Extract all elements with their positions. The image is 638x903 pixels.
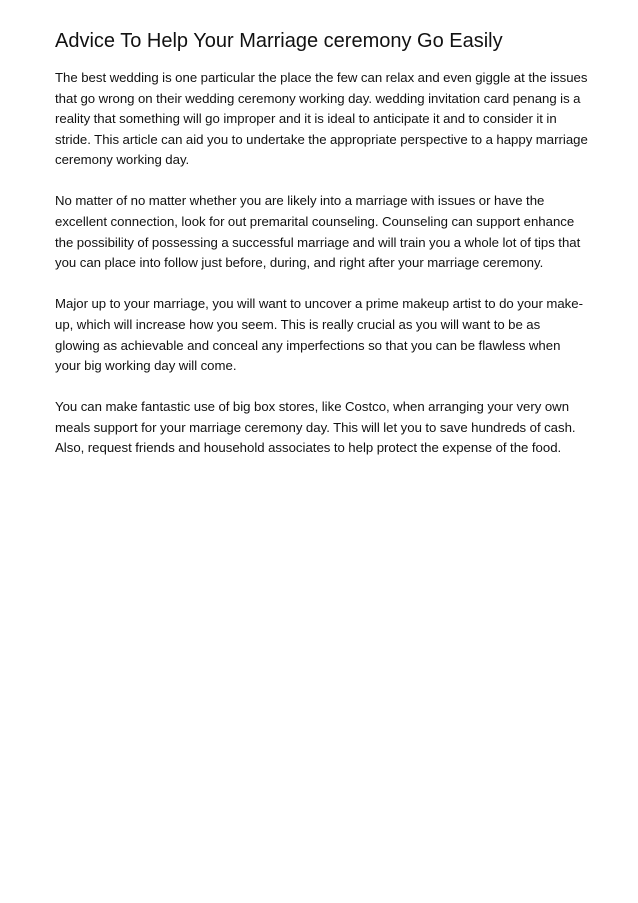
paragraph-4: You can make fantastic use of big box stores, like Costco, when arranging your very own meals support for your marriage ceremony day. This will let you to save hundreds of cash. Also, request friends and household associates to help protect the expense of the food. (55, 399, 576, 456)
document-title: Advice To Help Your Marriage ceremony Go Easily (55, 30, 503, 52)
paragraph-1: The best wedding is one particular the place the few can relax and even giggle at the issues that go wrong on their wedding ceremony working day. wedding invitation card penang is a reality that something will go improper and it is ideal to anticipate it and to consider it in stride. This article can aid you to undertake the appropriate perspective to a happy marriage ceremony working day. (55, 70, 588, 168)
paragraph-2: No matter of no matter whether you are likely into a marriage with issues or have the excellent connection, look for out premarital counseling. Counseling can support enhance the possibility of possessing a successful marriage and will train you a whole lot of tips that you can place into follow just before, during, and right after your marriage ceremony. (55, 193, 581, 271)
paragraph-3: Major up to your marriage, you will want to uncover a prime makeup artist to do your make-up, which will increase how you seem. This is really crucial as you will want to be as glowing as achievable and conceal any imperfections so that you can be flawless when your big working day will come. (55, 296, 583, 374)
